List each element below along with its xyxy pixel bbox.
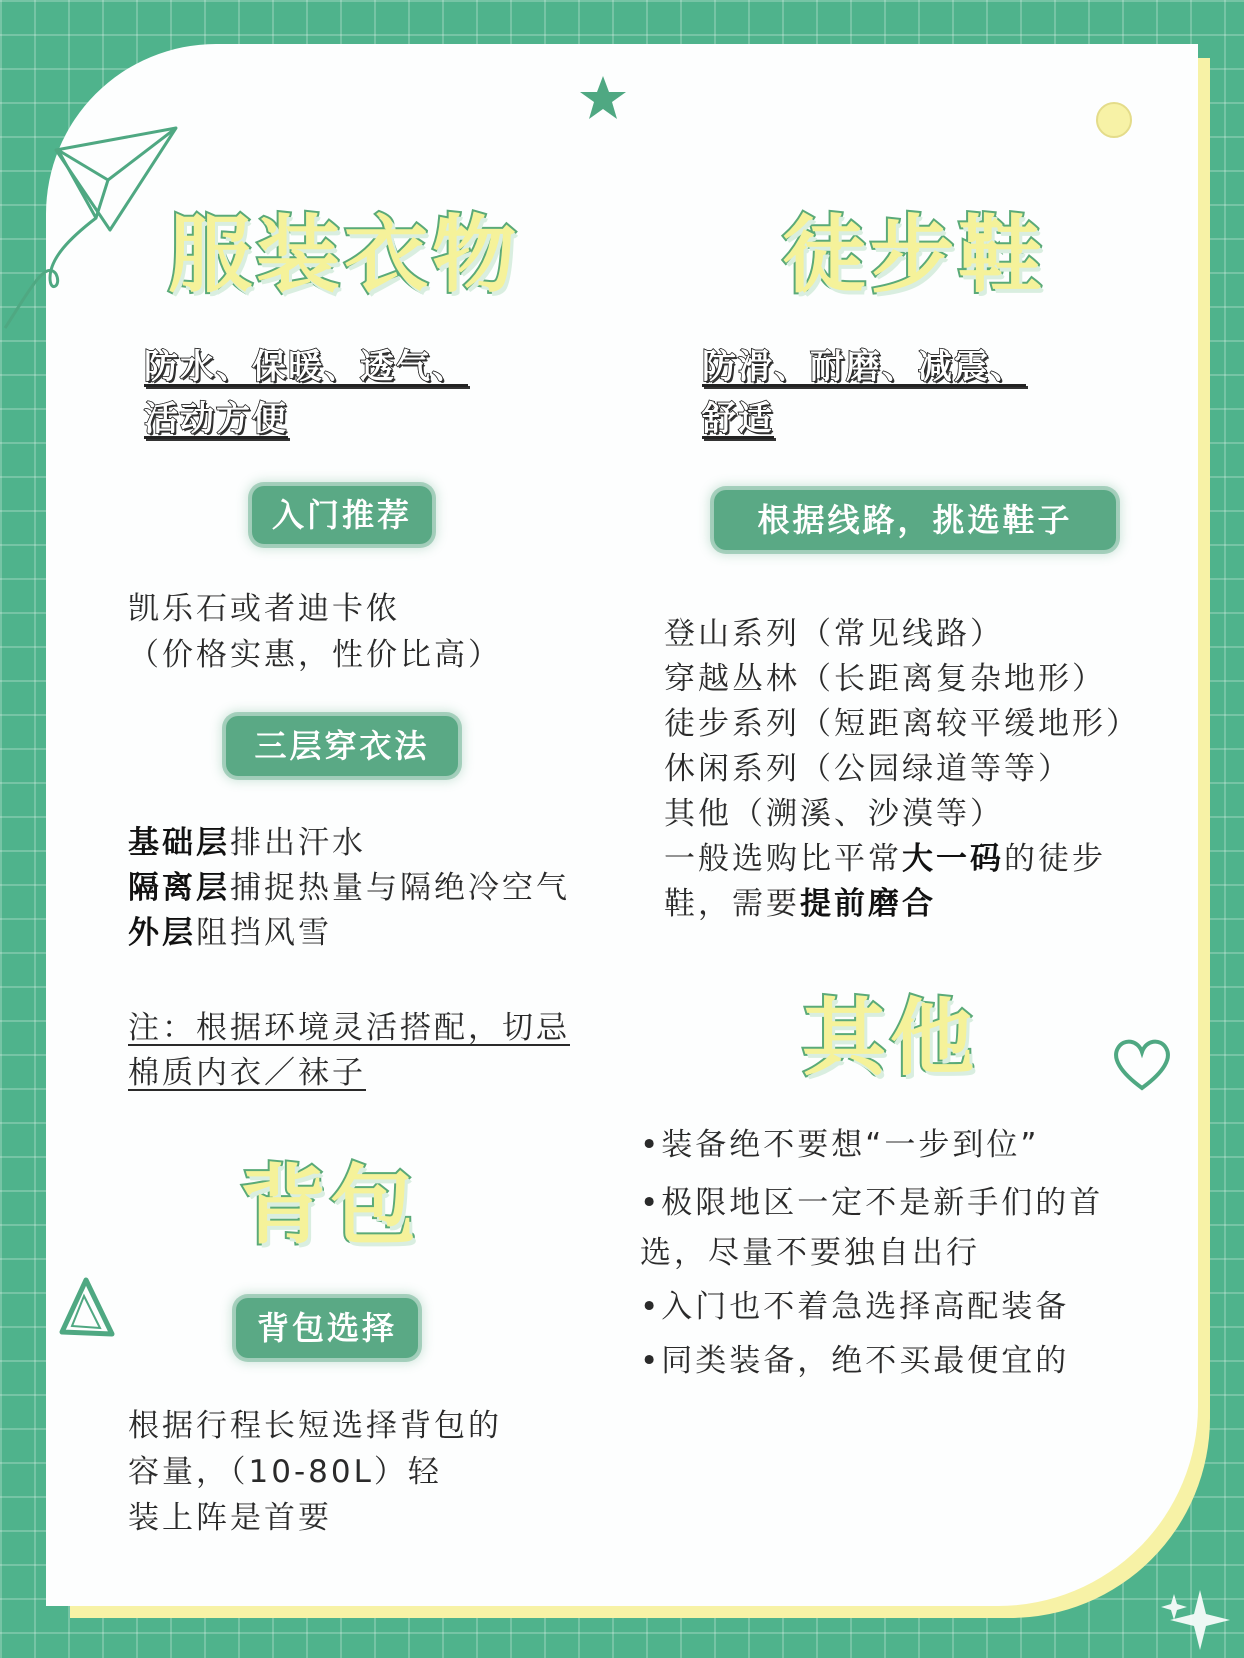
backpack-text-line1: 根据行程长短选择背包的 xyxy=(128,1408,502,1444)
note-line1: 注：根据环境灵活搭配，切忌 xyxy=(128,1010,570,1046)
shoes-title: 徒步鞋 xyxy=(782,206,1047,304)
shoe-item-leisure: 休闲系列（公园绿道等等） xyxy=(664,751,1072,787)
other-bullets xyxy=(640,1120,1103,1386)
heart-icon xyxy=(1110,1034,1174,1094)
pill-entry-recommend: 入门推荐 xyxy=(252,486,432,544)
other-title: 其他 xyxy=(802,989,979,1087)
shoe-tip-line2 xyxy=(664,882,1140,927)
triangle-icon xyxy=(56,1274,118,1340)
shoes-features-line2: 舒适 xyxy=(702,399,774,439)
pill-backpack-choice: 背包选择 xyxy=(236,1298,418,1358)
shoe-tip-text1: 一般选购比平常 xyxy=(664,841,902,877)
shoe-item-mountain: 登山系列（常见线路） xyxy=(664,616,1004,652)
shoe-tip-text2: 的徒步 xyxy=(1004,841,1106,877)
shoe-tip-bold1: 大一码 xyxy=(902,841,1004,877)
clothing-title: 服装衣物 xyxy=(168,206,521,304)
backpack-text-line3: 装上阵是首要 xyxy=(128,1500,332,1536)
shoe-item-other: 其他（溯溪、沙漠等） xyxy=(664,796,1004,832)
shoe-item-jungle: 穿越丛林（长距离复杂地形） xyxy=(664,661,1106,697)
layer-base-desc: 排出汗水 xyxy=(230,825,366,861)
layer-outer xyxy=(128,911,332,956)
shoe-tip-text3: 鞋，需要 xyxy=(664,886,800,922)
other-bullet-2b: 选，尽量不要独自出行 xyxy=(640,1235,980,1271)
shoe-tip-line1 xyxy=(664,837,1140,882)
other-bullet-2a: •极限地区一定不是新手们的首 xyxy=(640,1185,1104,1221)
layer-insulation xyxy=(128,866,570,911)
layer-base-label: 基础层 xyxy=(128,825,230,861)
shoes-features-line1: 防滑、耐磨、减震、 xyxy=(702,347,1026,387)
sparkle-icon xyxy=(1160,1586,1236,1652)
layer-outer-desc: 阻挡风雪 xyxy=(196,915,332,951)
shoes-list xyxy=(664,612,1140,927)
shoe-item-hiking: 徒步系列（短距离较平缓地形） xyxy=(664,706,1140,742)
layer-insulation-desc: 捕捉热量与隔绝冷空气 xyxy=(230,870,570,906)
dot-icon xyxy=(1094,100,1134,140)
star-icon xyxy=(578,74,628,122)
layer-outer-label: 外层 xyxy=(128,915,196,951)
clothing-features-line1: 防水、保暖、透气、 xyxy=(144,347,468,387)
backpack-text-line2: 容量，（10-80L）轻 xyxy=(128,1454,442,1490)
backpack-title: 背包 xyxy=(240,1156,420,1256)
pill-three-layer: 三层穿衣法 xyxy=(226,716,458,776)
clothing-features-line2: 活动方便 xyxy=(144,399,288,439)
other-bullet-1: •装备绝不要想“一步到位” xyxy=(640,1127,1040,1163)
layer-base xyxy=(128,821,366,866)
brands-line1: 凯乐石或者迪卡侬 xyxy=(128,591,400,627)
layer-insulation-label: 隔离层 xyxy=(128,870,230,906)
shoe-tip-bold2: 提前磨合 xyxy=(800,886,936,922)
other-bullet-3: •入门也不着急选择高配装备 xyxy=(640,1289,1070,1325)
note-line2: 棉质内衣／袜子 xyxy=(128,1055,366,1091)
other-bullet-4: •同类装备，绝不买最便宜的 xyxy=(640,1343,1070,1379)
pill-choose-shoes: 根据线路，挑选鞋子 xyxy=(714,490,1116,550)
brands-line2: （价格实惠，性价比高） xyxy=(128,637,502,673)
